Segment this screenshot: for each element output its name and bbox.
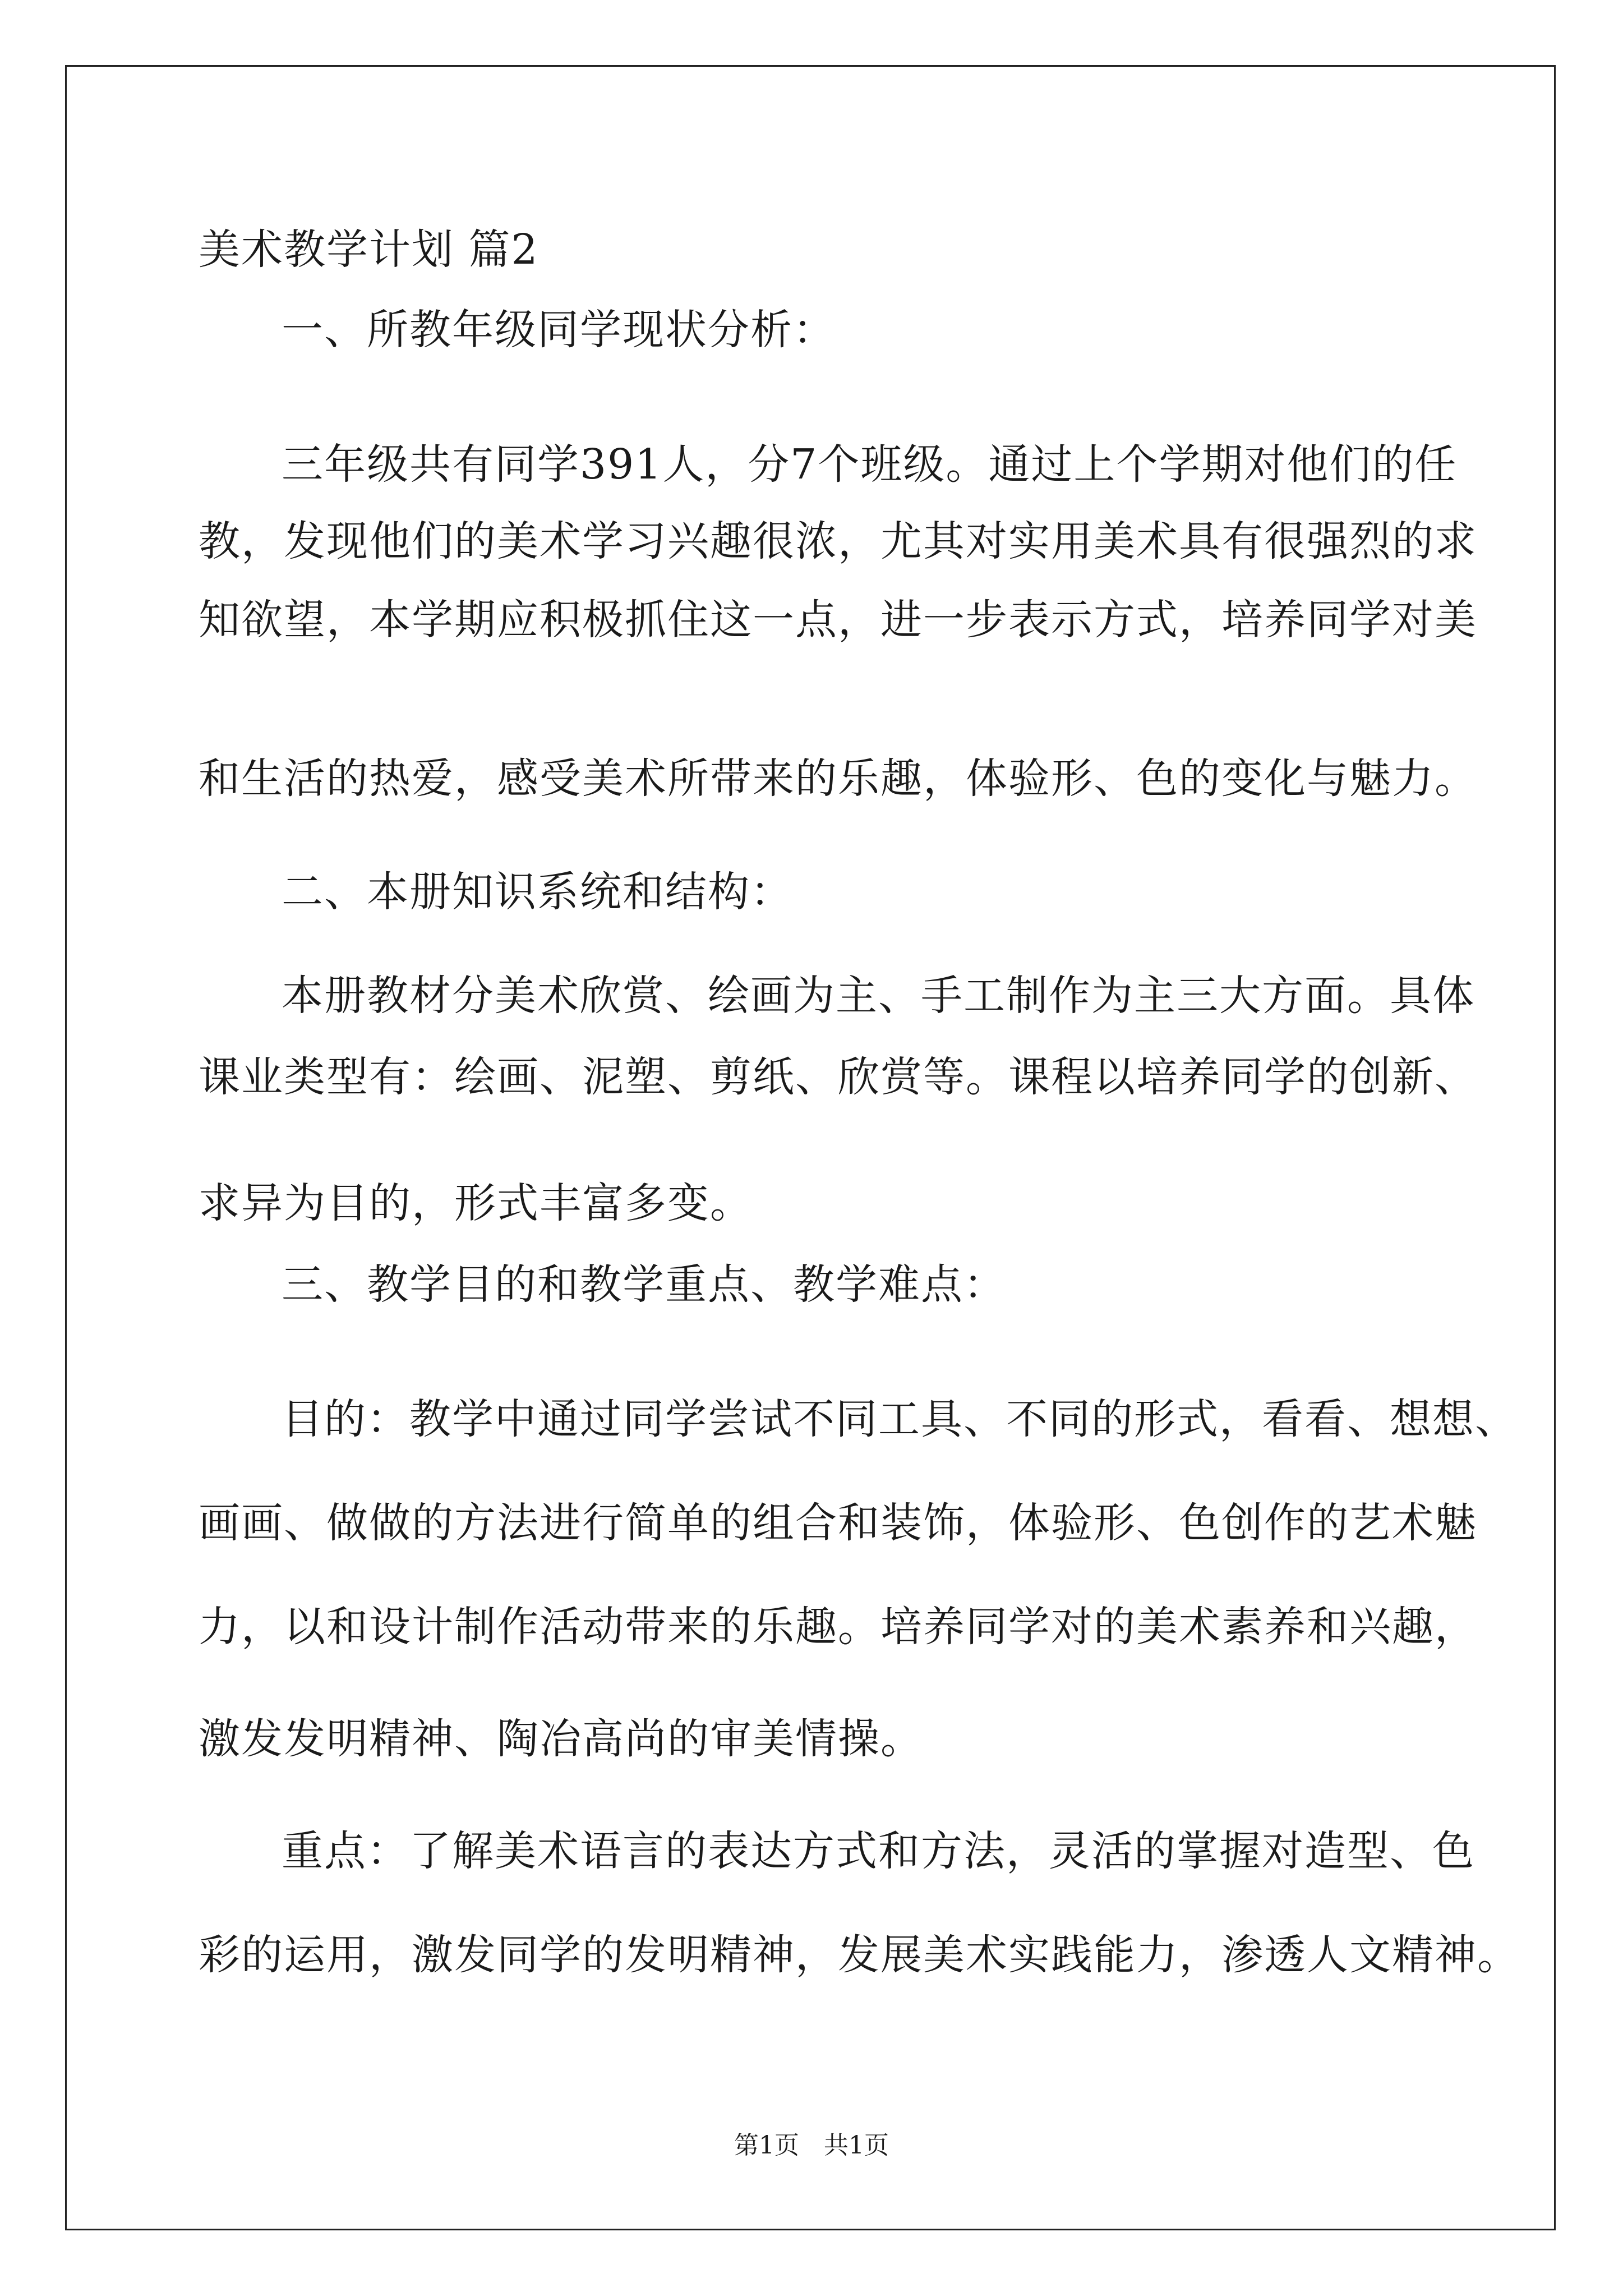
paragraph-line: 本册教材分美术欣赏、绘画为主、手工制作为主三大方面。具体 [282,972,1475,1020]
paragraph-line: 重点：了解美术语言的表达方式和方法，灵活的掌握对造型、色 [282,1827,1475,1875]
paragraph-line: 目的：教学中通过同学尝试不同工具、不同的形式，看看、想想、 [282,1395,1518,1443]
paragraph-line: 激发发明精神、陶冶高尚的审美情操。 [199,1715,923,1763]
section-heading-1: 一、所教年级同学现状分析： [282,306,836,354]
paragraph-line: 三年级共有同学391人，分7个班级。通过上个学期对他们的任 [282,440,1458,489]
document-title: 美术教学计划 篇2 [199,226,539,274]
paragraph-line: 求异为目的，形式丰富多变。 [199,1179,753,1227]
paragraph-line: 知欲望，本学期应积极抓住这一点，进一步表示方式，培养同学对美 [199,596,1477,644]
page-number: 第1页 共1页 [734,2131,889,2160]
paragraph-line: 彩的运用，激发同学的发明精神，发展美术实践能力，渗透人文精神。 [199,1931,1520,1979]
section-heading-2: 二、本册知识系统和结构： [282,868,793,916]
section-heading-3: 三、教学目的和教学重点、教学难点： [282,1260,1006,1309]
paragraph-line: 课业类型有：绘画、泥塑、剪纸、欣赏等。课程以培养同学的创新、 [199,1053,1477,1101]
paragraph-line: 和生活的热爱，感受美术所带来的乐趣，体验形、色的变化与魅力。 [199,754,1477,803]
paragraph-line: 画画、做做的方法进行简单的组合和装饰，体验形、色创作的艺术魅 [199,1499,1477,1547]
paragraph-line: 教，发现他们的美术学习兴趣很浓，尤其对实用美术具有很强烈的求 [199,517,1477,565]
page-border [65,65,1556,2230]
paragraph-line: 力，以和设计制作活动带来的乐趣。培养同学对的美术素养和兴趣， [199,1603,1477,1651]
